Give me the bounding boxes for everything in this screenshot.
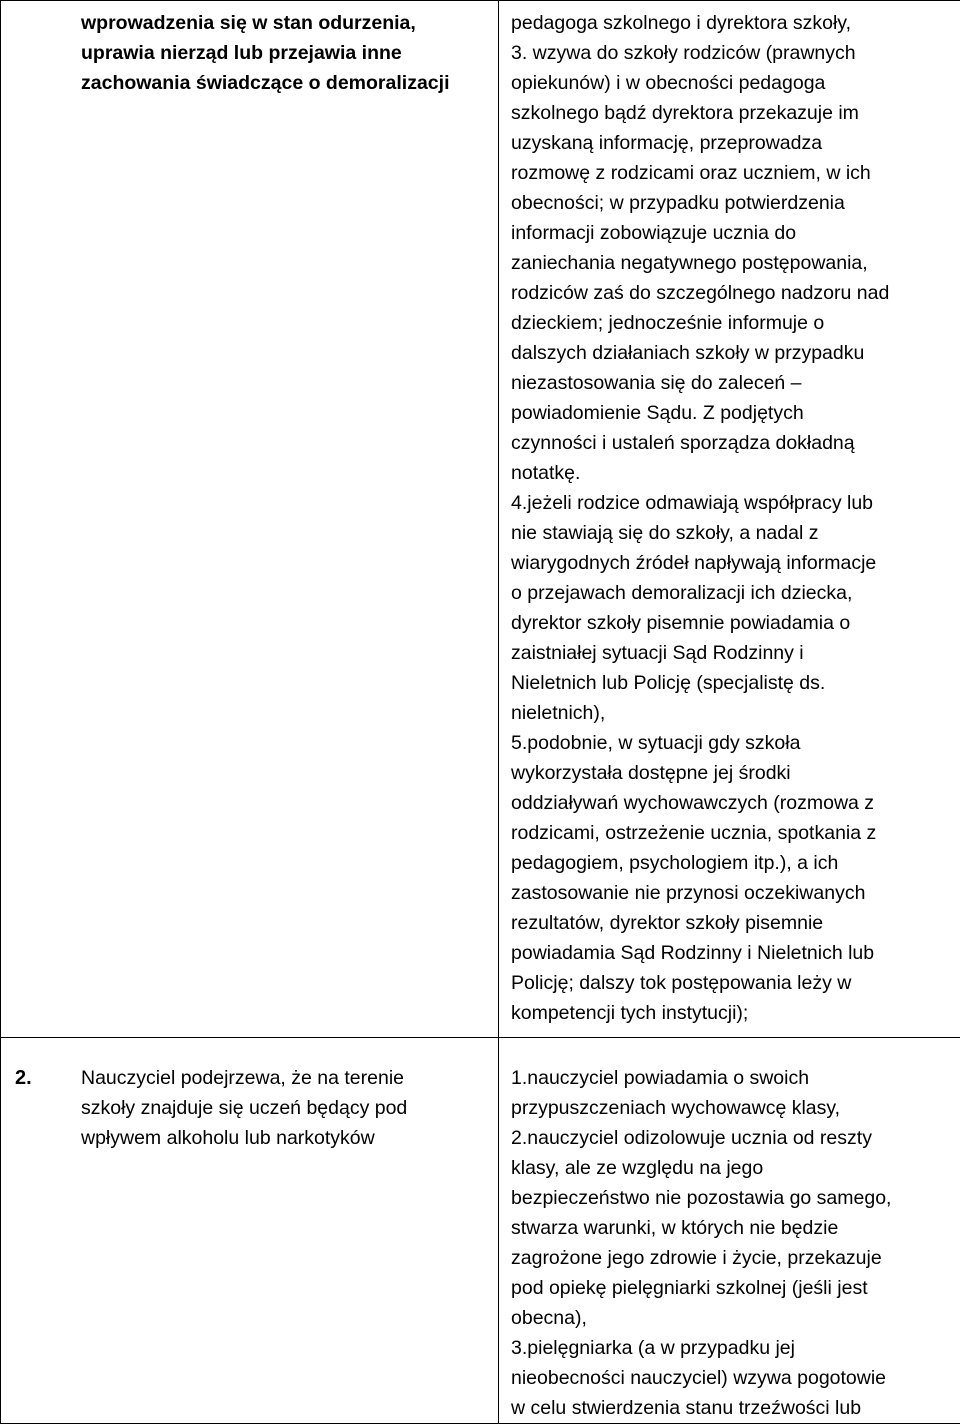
situation-line: wprowadzenia się w stan odurzenia, [81, 8, 488, 38]
procedure-line: przypuszczeniach wychowawcę klasy, [511, 1093, 956, 1123]
procedure-line: kompetencji tych instytucji); [511, 998, 956, 1028]
procedure-line: rodziców zaś do szczególnego nadzoru nad [511, 278, 956, 308]
procedure-line: powiadamia Sąd Rodzinny i Nieletnich lub [511, 938, 956, 968]
procedure-text [499, 1038, 960, 1423]
procedure-line: Policję; dalszy tok postępowania leży w [511, 968, 956, 998]
procedure-line: pedagoga szkolnego i dyrektora szkoły, [511, 8, 956, 38]
procedure-line: zaistniałej sytuacji Sąd Rodzinny i [511, 638, 956, 668]
procedure-line: niezastosowania się do zaleceń – [511, 368, 956, 398]
procedure-text [499, 1, 960, 1028]
procedure-cell [499, 1038, 960, 1424]
procedure-line: Nieletnich lub Policję (specjalistę ds. [511, 668, 956, 698]
procedure-line: informacji zobowiązuje ucznia do [511, 218, 956, 248]
procedure-line: oddziaływań wychowawczych (rozmowa z [511, 788, 956, 818]
procedure-line: rozmowę z rodzicami oraz uczniem, w ich [511, 158, 956, 188]
procedure-line: rodzicami, ostrzeżenie ucznia, spotkania z [511, 818, 956, 848]
procedure-line: opiekunów) i w obecności pedagoga [511, 68, 956, 98]
situation-line: uprawia nierząd lub przejawia inne [81, 38, 488, 68]
procedure-line: 5.podobnie, w sytuacji gdy szkoła [511, 728, 956, 758]
procedure-line: zaniechania negatywnego postępowania, [511, 248, 956, 278]
row-number: 2. [15, 1063, 32, 1093]
procedure-line: obecna), [511, 1303, 956, 1333]
situation-line: szkoły znajduje się uczeń będący pod [81, 1093, 488, 1123]
procedure-line: wiarygodnych źródeł napływają informacje [511, 548, 956, 578]
procedure-line: zastosowanie nie przynosi oczekiwanych [511, 878, 956, 908]
procedure-line: wykorzystała dostępne jej środki [511, 758, 956, 788]
procedure-line: zagrożone jego zdrowie i życie, przekazuje [511, 1243, 956, 1273]
procedure-line: nieobecności nauczyciel) wzywa pogotowie [511, 1363, 956, 1393]
situation-cell [1, 1, 499, 1038]
situation-line: wpływem alkoholu lub narkotyków [81, 1123, 488, 1153]
situation-cell [1, 1038, 499, 1424]
procedure-line: 4.jeżeli rodzice odmawiają współpracy lub [511, 488, 956, 518]
procedure-line: szkolnego bądź dyrektora przekazuje im [511, 98, 956, 128]
procedure-line: obecności; w przypadku potwierdzenia [511, 188, 956, 218]
table-row [1, 1038, 960, 1424]
procedure-line: uzyskaną informację, przeprowadza [511, 128, 956, 158]
situation-line: Nauczyciel podejrzewa, że na terenie [81, 1063, 488, 1093]
procedure-line: stwarza warunki, w których nie będzie [511, 1213, 956, 1243]
table-row [1, 1, 960, 1038]
procedure-line: nie stawiają się do szkoły, a nadal z [511, 518, 956, 548]
procedure-line: 1.nauczyciel powiadamia o swoich [511, 1063, 956, 1093]
procedure-line: powiadomienie Sądu. Z podjętych [511, 398, 956, 428]
procedure-line: dalszych działaniach szkoły w przypadku [511, 338, 956, 368]
procedure-cell [499, 1, 960, 1038]
procedure-line: klasy, ale ze względu na jego [511, 1153, 956, 1183]
procedure-line: bezpieczeństwo nie pozostawia go samego, [511, 1183, 956, 1213]
procedure-line: czynności i ustaleń sporządza dokładną [511, 428, 956, 458]
procedure-line: o przejawach demoralizacji ich dziecka, [511, 578, 956, 608]
situation-text [1, 1, 498, 98]
procedure-line: 3. wzywa do szkoły rodziców (prawnych [511, 38, 956, 68]
procedure-line: rezultatów, dyrektor szkoły pisemnie [511, 908, 956, 938]
procedure-line: pedagogiem, psychologiem itp.), a ich [511, 848, 956, 878]
situation-text [1, 1038, 498, 1153]
situation-line: zachowania świadczące o demoralizacji [81, 68, 488, 98]
procedure-line: 2.nauczyciel odizolowuje ucznia od reszty [511, 1123, 956, 1153]
procedure-line: dzieckiem; jednocześnie informuje o [511, 308, 956, 338]
procedure-line: notatkę. [511, 458, 956, 488]
procedure-line: dyrektor szkoły pisemnie powiadamia o [511, 608, 956, 638]
procedure-line: w celu stwierdzenia stanu trzeźwości lub [511, 1393, 956, 1423]
procedure-line: 3.pielęgniarka (a w przypadku jej [511, 1333, 956, 1363]
procedure-line: pod opiekę pielęgniarki szkolnej (jeśli jest [511, 1273, 956, 1303]
procedure-line: nieletnich), [511, 698, 956, 728]
